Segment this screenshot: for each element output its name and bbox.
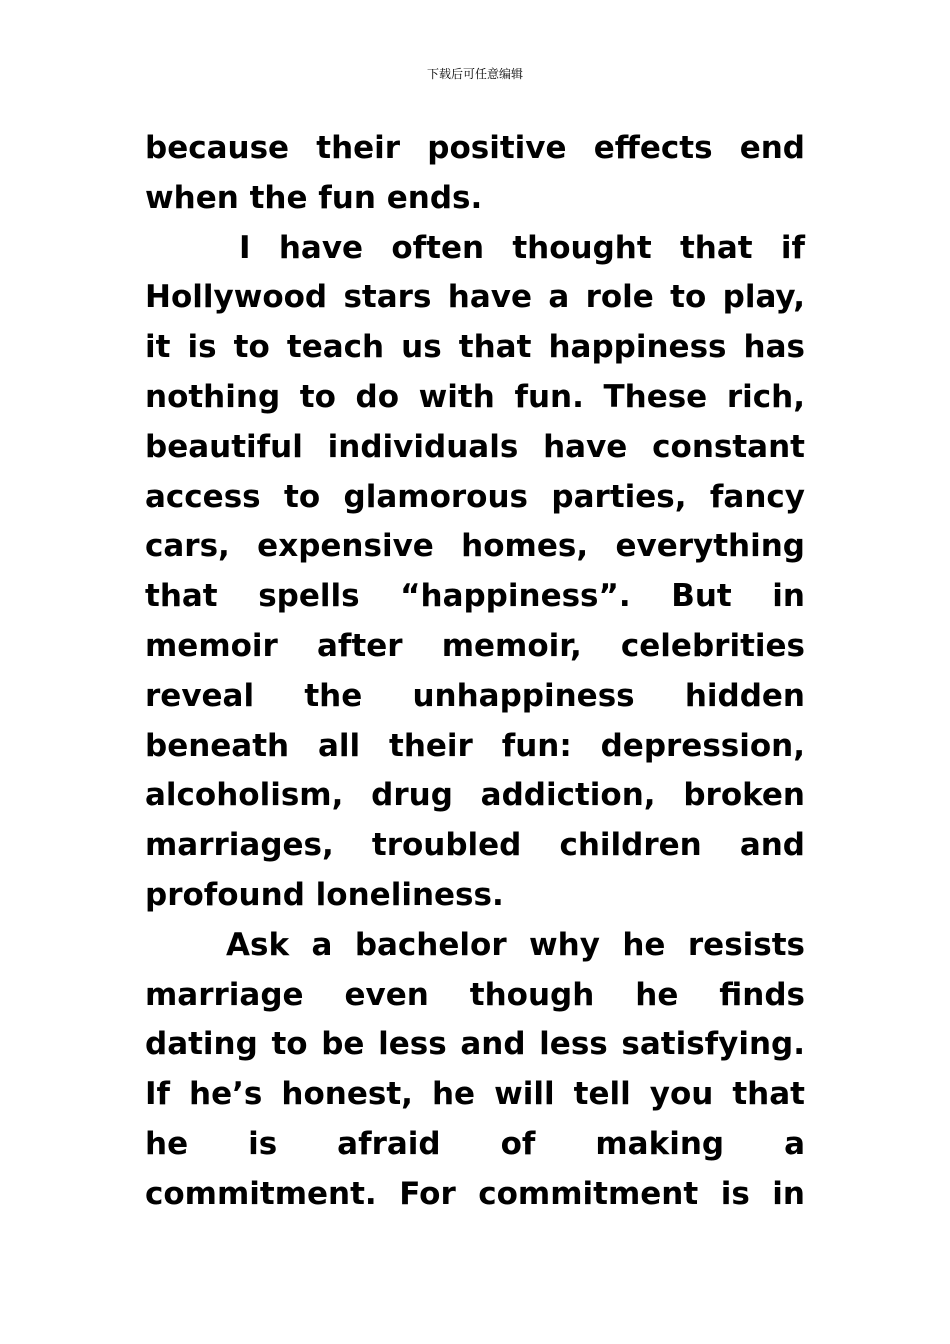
text-line: cars, expensive homes, everything [145,528,805,565]
paragraph-start-line: I have often thought that if [239,229,805,266]
text-line: it is to teach us that happiness has [145,329,805,366]
text-line: marriage even though he finds [145,976,805,1013]
text-line: that spells “happiness”. But in [145,578,805,615]
text-line: reveal the unhappiness hidden [145,677,805,714]
text-line: because their positive effects end [145,130,805,166]
text-line: access to glamorous parties, fancy [145,478,805,515]
text-line: dating to be less and less satisfying. [145,1026,805,1063]
document-body [145,124,805,1220]
text-line: beautiful individuals have constant [145,428,805,465]
text-line: nothing to do with fun. These rich, [145,378,805,415]
text-line: memoir after memoir, celebrities [145,627,805,664]
paragraph-start-line: Ask a bachelor why he resists [226,926,805,963]
text-line: commitment. For commitment is in [145,1175,805,1212]
text-line: he is afraid of making a [145,1125,805,1162]
text-line: marriages, troubled children and [145,827,805,864]
text-line: If he’s honest, he will tell you that [145,1076,805,1113]
text-line: profound loneliness. [145,876,504,913]
text-line: when the fun ends. [145,179,483,216]
text-line: beneath all their fun: depression, [145,727,805,764]
page-header: 下载后可任意编辑 [426,67,523,81]
text-line: alcoholism, drug addiction, broken [145,777,805,814]
text-line: Hollywood stars have a role to play, [145,279,805,316]
